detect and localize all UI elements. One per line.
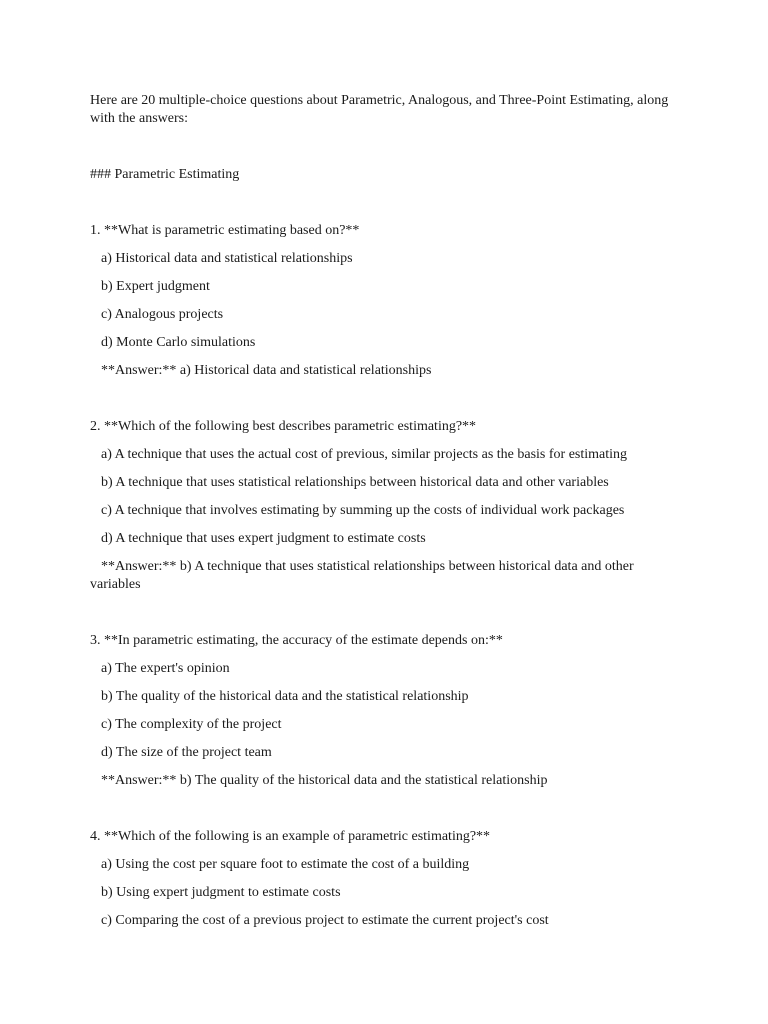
section-heading: ### Parametric Estimating bbox=[90, 167, 240, 182]
question-2-option-a: a) A technique that uses the actual cost of previous, similar projects as the basis for estimating bbox=[101, 447, 628, 462]
question-2-answer-line-2: variables bbox=[90, 577, 141, 592]
question-1-option-a: a) Historical data and statistical relationships bbox=[101, 251, 353, 266]
question-3-answer: **Answer:** b) The quality of the historical data and the statistical relationship bbox=[101, 773, 548, 788]
question-2-option-b: b) A technique that uses statistical relationships between historical data and other variables bbox=[101, 475, 609, 490]
question-2-answer-line-1: **Answer:** b) A technique that uses statistical relationships between historical data and other bbox=[101, 559, 634, 574]
question-1-option-b: b) Expert judgment bbox=[101, 279, 210, 294]
question-1-answer: **Answer:** a) Historical data and statistical relationships bbox=[101, 363, 432, 378]
question-3-option-a: a) The expert's opinion bbox=[101, 661, 230, 676]
question-2-stem: 2. **Which of the following best describes parametric estimating?** bbox=[90, 419, 477, 434]
question-3-option-c: c) The complexity of the project bbox=[101, 717, 282, 732]
question-4-stem: 4. **Which of the following is an example of parametric estimating?** bbox=[90, 829, 491, 844]
question-1-option-c: c) Analogous projects bbox=[101, 307, 224, 322]
intro-paragraph: Here are 20 multiple-choice questions about Parametric, Analogous, and Three-Point Estimating, along with the answers: bbox=[90, 93, 669, 126]
question-4-option-c: c) Comparing the cost of a previous project to estimate the current project's cost bbox=[101, 913, 549, 928]
question-4-option-a: a) Using the cost per square foot to estimate the cost of a building bbox=[101, 857, 470, 872]
question-1-option-d: d) Monte Carlo simulations bbox=[101, 335, 256, 350]
question-1-stem: 1. **What is parametric estimating based on?** bbox=[90, 223, 360, 238]
question-4-option-b: b) Using expert judgment to estimate costs bbox=[101, 885, 341, 900]
question-3-option-b: b) The quality of the historical data and the statistical relationship bbox=[101, 689, 469, 704]
question-3-option-d: d) The size of the project team bbox=[101, 745, 272, 760]
question-3-stem: 3. **In parametric estimating, the accuracy of the estimate depends on:** bbox=[90, 633, 503, 648]
question-2-option-d: d) A technique that uses expert judgment to estimate costs bbox=[101, 531, 426, 546]
question-2-option-c: c) A technique that involves estimating by summing up the costs of individual work packages bbox=[101, 503, 625, 518]
